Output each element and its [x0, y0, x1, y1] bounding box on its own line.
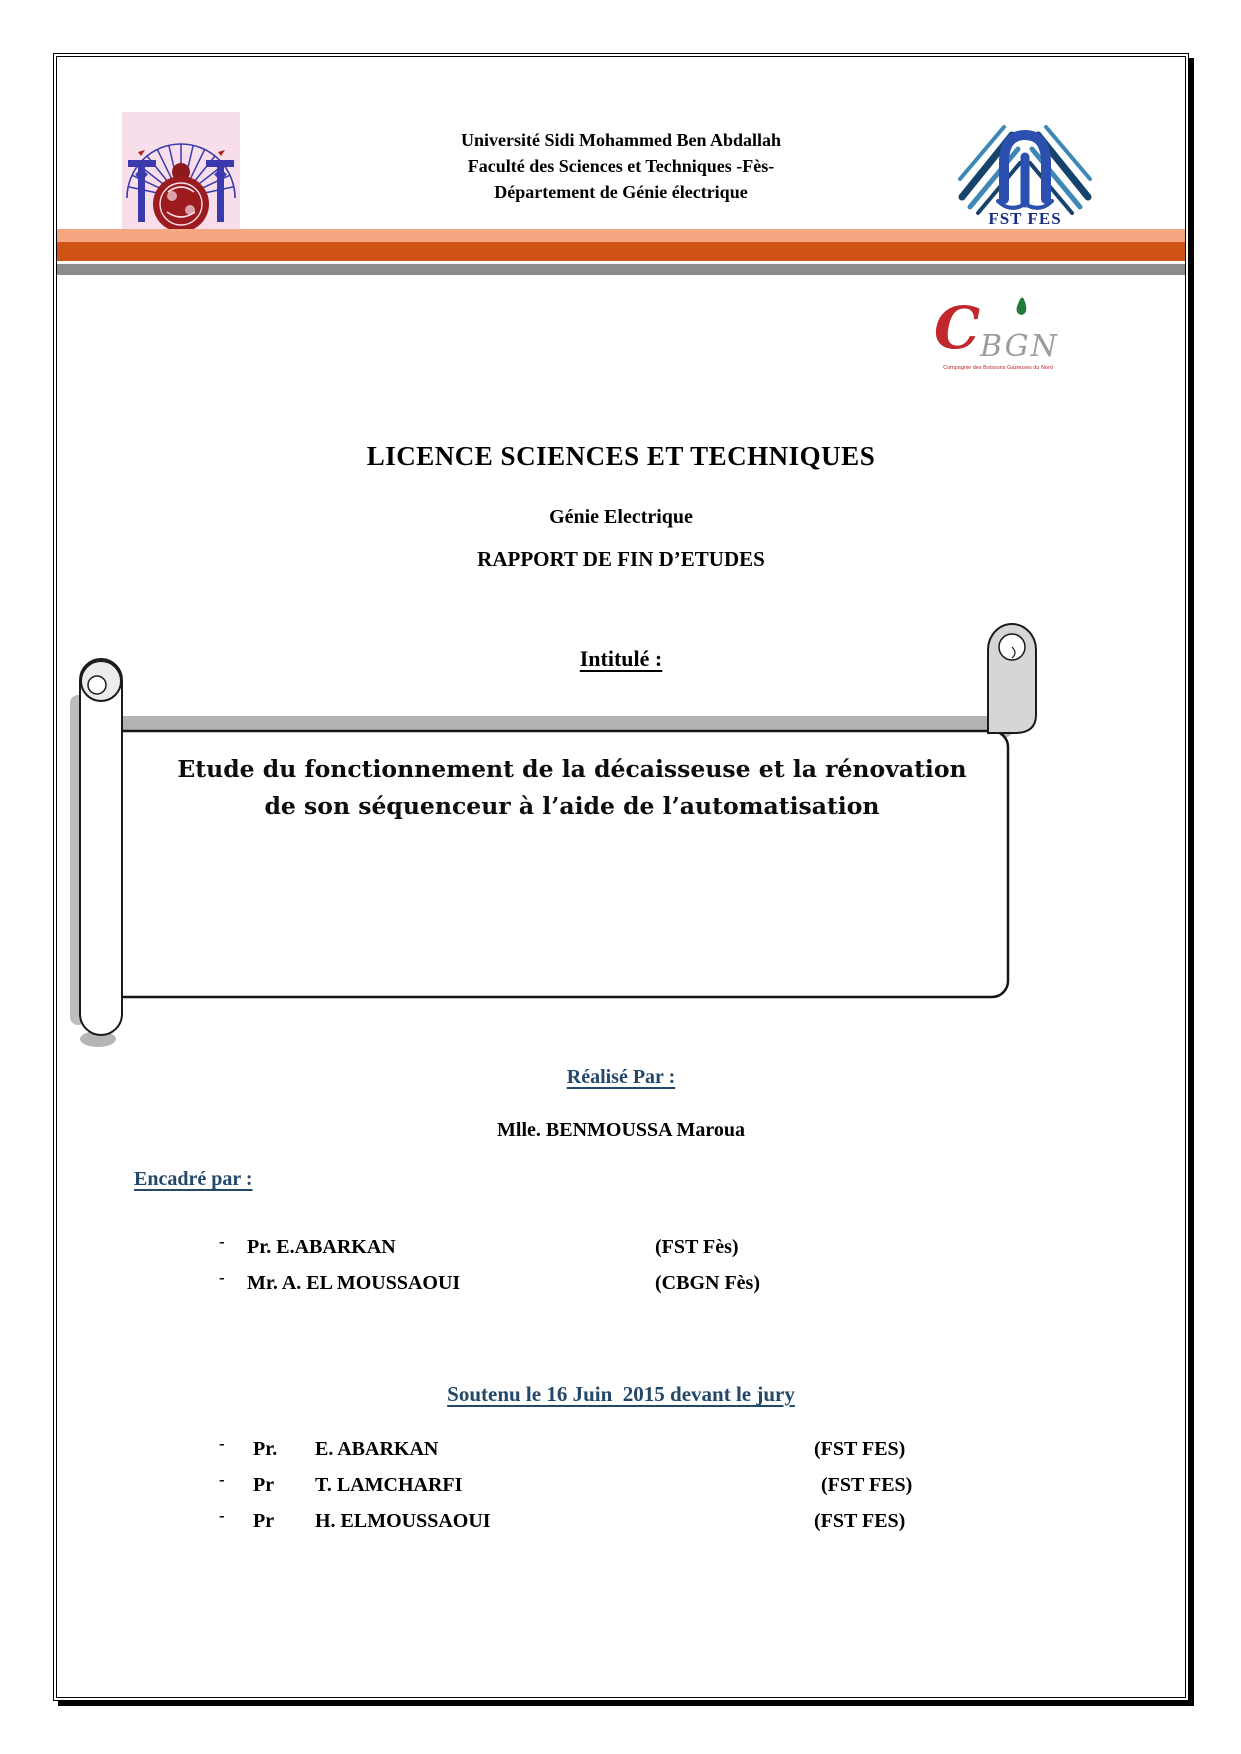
cbgn-logo-bgn: BGN: [980, 329, 1059, 364]
cbgn-logo: [934, 284, 1059, 384]
fst-fes-logo: [954, 101, 1096, 228]
jury-member-name: T. LAMCHARFI: [315, 1474, 463, 1496]
university-name: Université Sidi Mohammed Ben Abdallah: [460, 130, 782, 150]
jury-member-name: E. ABARKAN: [315, 1438, 439, 1460]
intitule-label: Intitulé :: [579, 646, 663, 671]
bullet-dash: -: [219, 1232, 225, 1251]
cbgn-logo-c: C: [934, 294, 981, 362]
jury-row: [157, 1434, 1057, 1470]
report-title-line1: Etude du fonctionnement de la décaisseuse et la rénovation: [177, 755, 967, 783]
divider-stripe-light-orange: [57, 229, 1185, 242]
divider-stripe-orange: [57, 242, 1185, 261]
jury-member-affiliation: (FST FES): [821, 1474, 913, 1496]
program-title: Génie Electrique: [549, 506, 693, 528]
bullet-dash: -: [219, 1506, 225, 1525]
author-name: Mlle. BENMOUSSA Maroua: [497, 1119, 745, 1141]
report-main-title: [117, 751, 1027, 825]
fst-logo-arch: [998, 135, 1052, 208]
divider-stripe-gray: [57, 264, 1185, 275]
department-name: Département de Génie électrique: [494, 182, 748, 202]
jury-heading: Soutenu le 16 Juin 2015 devant le jury: [447, 1382, 795, 1406]
jury-row: [157, 1506, 1057, 1542]
jury-member-name: H. ELMOUSSAOUI: [315, 1510, 491, 1532]
supervisor-name: Pr. E.ABARKAN: [247, 1236, 396, 1258]
supervisor-affiliation: (CBGN Fès): [655, 1272, 760, 1294]
degree-title: LICENCE SCIENCES ET TECHNIQUES: [366, 441, 876, 471]
header-divider-bar: [57, 229, 1185, 277]
faculty-name: Faculté des Sciences et Techniques -Fès-: [467, 156, 775, 176]
jury-member-affiliation: (FST FES): [814, 1510, 906, 1532]
fst-logo-caption: FST FES: [988, 209, 1062, 228]
jury-member-title: Pr.: [253, 1438, 278, 1460]
report-type-title: RAPPORT DE FIN D’ETUDES: [477, 547, 765, 571]
jury-member-title: Pr: [253, 1510, 275, 1532]
encadre-par-label: Encadré par :: [134, 1168, 253, 1190]
jury-member-affiliation: (FST FES): [814, 1438, 906, 1460]
cbgn-tagline: Compagnie des Boissons Gazeuses du Nord: [943, 365, 1053, 371]
bullet-dash: -: [219, 1470, 225, 1489]
jury-row: [157, 1470, 1057, 1506]
supervisor-row: [157, 1232, 1037, 1268]
cbgn-leaf-icon: [1017, 297, 1027, 315]
scroll-left-curl: [80, 659, 122, 1035]
bullet-dash: -: [219, 1434, 225, 1453]
scroll-right-curl: [988, 624, 1036, 733]
bullet-dash: -: [219, 1268, 225, 1287]
supervisor-row: [157, 1268, 1037, 1304]
report-title-line2: de son séquenceur à l’aide de l’automatisation: [264, 792, 880, 820]
supervisor-affiliation: (FST Fès): [655, 1236, 739, 1258]
supervisor-name: Mr. A. EL MOUSSAOUI: [247, 1272, 461, 1294]
realise-par-label: Réalisé Par :: [566, 1066, 676, 1088]
page-border-frame: [53, 53, 1189, 1701]
jury-member-title: Pr: [253, 1474, 275, 1496]
